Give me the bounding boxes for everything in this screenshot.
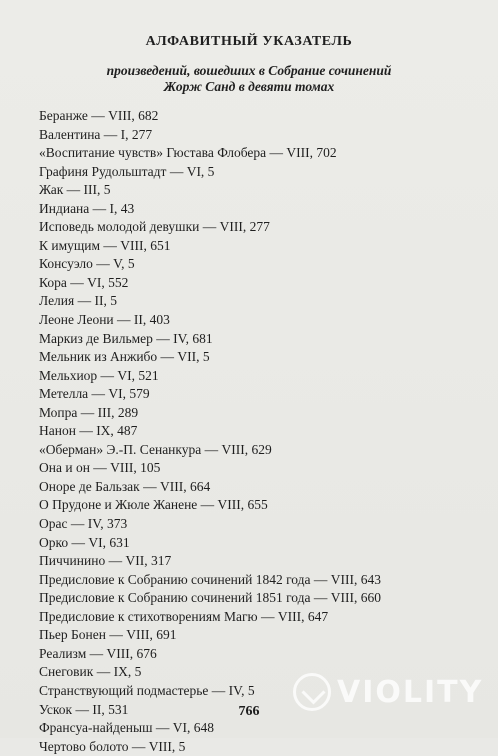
index-entry: Лелия — II, 5 [39, 293, 117, 309]
index-entry: Маркиз де Вильмер — IV, 681 [39, 330, 213, 346]
index-entry: Мельник из Анжибо — VII, 5 [39, 349, 210, 365]
violity-watermark [293, 670, 493, 714]
index-entry: Предисловие к Собранию сочинений 1851 года — VIII, 660 [39, 590, 382, 606]
index-entry: К имущим — VIII, 651 [39, 237, 171, 253]
index-entry: Валентина — I, 277 [39, 126, 153, 142]
index-title: АЛФАВИТНЫЙ УКАЗАТЕЛЬ [145, 34, 353, 49]
index-entry: Метелла — VI, 579 [39, 386, 150, 402]
index-entry: Леоне Леони — II, 403 [39, 312, 170, 328]
index-entry: Предисловие к Собранию сочинений 1842 года — VIII, 643 [39, 571, 382, 587]
index-entry: Ускок — II, 531 [39, 701, 129, 717]
index-entry: Пьер Бонен — VIII, 691 [39, 627, 177, 643]
index-entry: Исповедь молодой девушки — VIII, 277 [39, 219, 270, 235]
index-entry: Жак — III, 5 [39, 182, 111, 198]
index-entry: Орас — IV, 373 [39, 516, 128, 532]
index-entry: Мопра — III, 289 [39, 404, 139, 420]
index-entry: «Воспитание чувств» Гюстава Флобера — VIII, 702 [39, 145, 337, 161]
index-entry: Орко — VI, 631 [39, 534, 130, 550]
index-entry-list [39, 107, 479, 756]
watermark-text: VIOLITY [337, 674, 484, 710]
index-subtitle-line-2: Жорж Санд в девяти томах [163, 79, 335, 94]
index-entry: Странствующий подмастерье — IV, 5 [39, 682, 255, 698]
index-subtitle-line-1: произведений, вошедших в Собрание сочинений [106, 63, 392, 78]
index-entry: Она и он — VIII, 105 [39, 460, 161, 476]
index-entry: Консуэло — V, 5 [39, 256, 135, 272]
index-entry: «Оберман» Э.-П. Сенанкура — VIII, 629 [39, 441, 272, 457]
index-entry: О Прудоне и Жюле Жанене — VIII, 655 [39, 497, 268, 513]
index-entry: Мельхиор — VI, 521 [39, 367, 159, 383]
violity-logo-icon [293, 673, 331, 711]
index-entry: Кора — VI, 552 [39, 274, 129, 290]
index-entry: Оноре де Бальзак — VIII, 664 [39, 478, 211, 494]
index-entry: Беранже — VIII, 682 [39, 108, 159, 123]
index-entry: Снеговик — IX, 5 [39, 664, 142, 680]
index-entry: Индиана — I, 43 [39, 200, 135, 216]
index-entry: Предисловие к стихотворениям Магю — VIII, 647 [39, 608, 329, 624]
index-entry: Графиня Рудольштадт — VI, 5 [39, 163, 215, 179]
page-number: 766 [238, 704, 260, 719]
index-entry: Чертово болото — VIII, 5 [39, 738, 186, 754]
index-entry: Нанон — IX, 487 [39, 423, 138, 439]
index-entry: Пиччинино — VII, 317 [39, 553, 172, 569]
index-entry: Реализм — VIII, 676 [39, 645, 157, 661]
index-entry: Франсуа-найденыш — VI, 648 [39, 720, 214, 736]
